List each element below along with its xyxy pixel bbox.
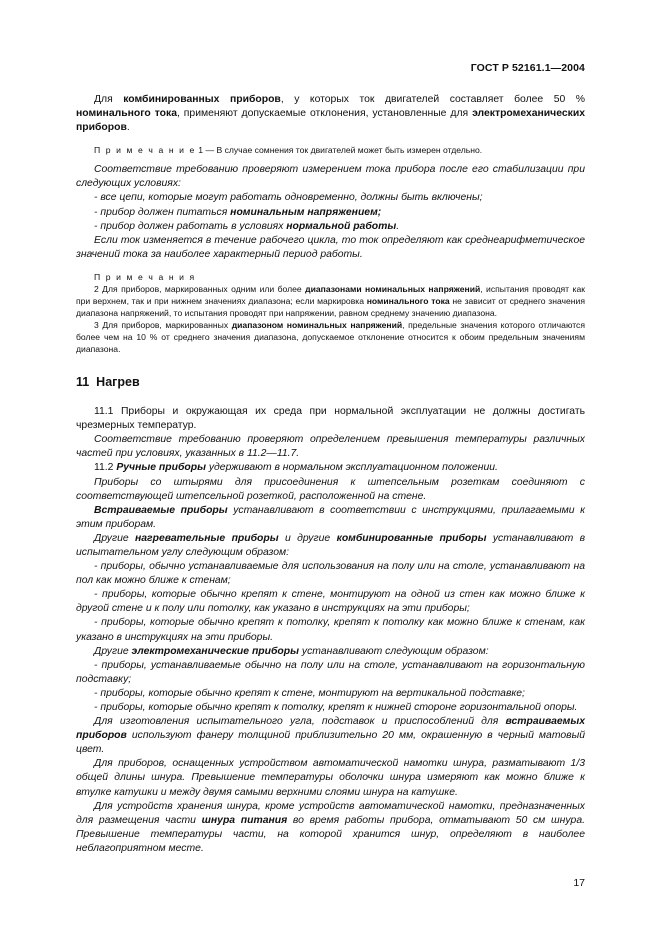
section-number: 11 [76,374,90,389]
body-paragraph: Для изготовления испытательного угла, подставок и приспособлений для встраиваемых приборов используют фанеру толщиной приблизительно 20 мм, окрашенную в черный матовый цвет. [76,716,585,756]
clause-11-2: 11.2 Ручные приборы удерживают в нормальном эксплуатационном положении. [94,462,498,474]
clause-11-1: 11.1 Приборы и окружающая их среда при нормальной эксплуатации не должны достигать чрезмерных температур. [76,406,585,432]
section-title: Нагрев [96,374,140,389]
body-paragraph: Для устройств хранения шнура, кроме устройств автоматической намотки, предназначенных для размещения части шнура питания во время работы прибора, отматывают 50 см шнура. Превышение температуры части, на которой хранится шнур, определяют в наиболее неблагоприятном месте. [76,800,585,854]
note-1: П р и м е ч а н и е 1 — В случае сомнения ток двигателей может быть измерен отдельно. [94,145,483,156]
condition-item: - прибор должен питаться номинальным напряжением; [94,206,382,218]
compliance-text: Если ток изменяется в течение рабочего цикла, то ток определяют как среднеарифметическое значений тока за наиболее характерный период работы. [76,234,585,260]
intro-paragraph: Для комбинированных приборов, у которых ток двигателей составляет более 50 % номинального тока, применяют допускаемые отклонения, установленные для электромеханических приборов. [76,94,585,134]
document-header: ГОСТ Р 52161.1—2004 [470,62,585,74]
page-number: 17 [573,877,585,889]
list-item: - приборы, которые обычно крепят к стене, монтируют на вертикальной подставке; [94,687,525,699]
note-3: 3 Для приборов, маркированных диапазоном номинальных напряжений, предельные значения которого отличаются более чем на 10 % от среднего значения диапазона, допускаемое отклонение относится к обоим предельным значениям диапазона. [76,319,585,354]
list-item: - приборы, которые обычно крепят к потолку, крепят к потолку как можно ближе к стенам, как указано в инструкциях на эти приборы. [76,617,585,643]
body-paragraph: Другие нагревательные приборы и другие комбинированные приборы устанавливают в испытательном углу следующим образом: [76,532,586,558]
body-paragraph: Встраиваемые приборы устанавливают в соответствии с инструкциями, прилагаемыми к этим приборам. [76,504,585,530]
condition-item: - все цепи, которые могут работать одновременно, должны быть включены; [94,192,483,204]
notes-label: П р и м е ч а н и я [94,271,196,282]
note-2: 2 Для приборов, маркированных одним или более диапазонами номинальных напряжений, испытания проводят как при верхнем, так и при нижнем значениях диапазона; если маркировка номинального тока не зависит от среднего значения диапазона напряжений, то испытания проводят при напряжении, равном среднему значению диапазона. [76,283,585,318]
body-paragraph: Для приборов, оснащенных устройством автоматической намотки шнура, разматывают 1/3 общей длины шнура. Превышение температуры оболочки шнура измеряют как можно ближе к втулке катушки и между двумя самыми верхними слоями шнура на катушке. [76,758,585,798]
compliance-text: Соответствие требованию проверяют измерением тока прибора после его стабилизации при следующих условиях: [76,164,585,190]
list-item: - приборы, обычно устанавливаемые для использования на полу или на столе, устанавливают на пол как можно ближе к стенам; [76,561,585,587]
list-item: - приборы, которые обычно крепят к стене, монтируют на одной из стен как можно ближе к другой стене и к полу или потолку, как указано в инструкциях на эти приборы; [76,589,585,615]
body-paragraph: Другие электромеханические приборы устанавливают следующим образом: [94,645,489,657]
condition-item: - прибор должен работать в условиях нормальной работы. [94,220,400,232]
compliance-text: Соответствие требованию проверяют определением превышения температуры различных частей при условиях, указанных в 11.2—11.7. [76,434,585,460]
list-item: - приборы, которые обычно крепят к потолку, крепят к нижней стороне горизонтальной опоры. [94,702,578,713]
section-heading [76,375,585,389]
document-body [76,93,585,856]
list-item: - приборы, устанавливаемые обычно на полу или на столе, устанавливают на горизонтальную подставку; [76,659,585,685]
body-paragraph: Приборы со штырями для присоединения к штепсельным розеткам соединяют с соответствующей штепсельной розеткой, расположенной на стене. [76,476,585,502]
